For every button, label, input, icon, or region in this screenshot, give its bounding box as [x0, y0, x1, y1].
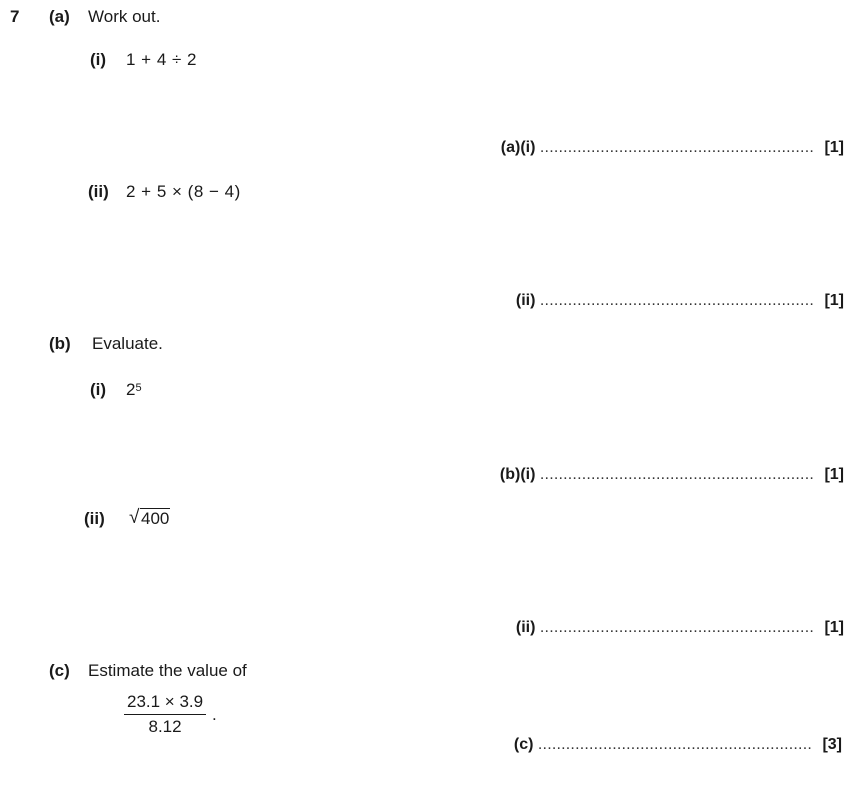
- answer-line-a-ii: [516, 291, 844, 311]
- part-a-label: (a): [49, 7, 70, 26]
- marks: [1]: [824, 619, 844, 636]
- fraction: [124, 692, 206, 737]
- part-a-i-expression: 1 + 4 ÷ 2: [126, 50, 198, 69]
- answer-line-b-i: [500, 465, 844, 485]
- power-base: 2: [126, 380, 136, 399]
- answer-line-b-ii: [516, 618, 844, 638]
- fraction-denominator: 8.12: [148, 717, 182, 736]
- fraction-trailing-period: .: [212, 705, 217, 724]
- answer-label: (b)(i): [499, 466, 536, 483]
- part-b-label: (b): [49, 334, 71, 353]
- question-number: 7: [10, 7, 20, 26]
- answer-label: (a)(i): [500, 139, 536, 156]
- answer-label: (c): [513, 736, 534, 753]
- part-a-ii-label: (ii): [88, 182, 109, 201]
- part-b-i-label: (i): [90, 380, 107, 399]
- square-root: [129, 509, 170, 529]
- answer-space[interactable]: ...........................................................: [537, 736, 812, 753]
- part-a-i-label: (i): [90, 50, 107, 69]
- marks: [1]: [824, 466, 844, 483]
- part-b-ii-expression: [129, 509, 170, 529]
- radical-sign: √: [129, 507, 140, 528]
- part-b-i-expression: [126, 380, 142, 400]
- answer-space[interactable]: ...........................................................: [539, 619, 814, 636]
- part-c-label: (c): [49, 661, 70, 680]
- part-a-ii-expression: 2 + 5 × (8 − 4): [126, 182, 241, 201]
- answer-line-c: [514, 735, 842, 755]
- answer-label: (ii): [515, 619, 536, 636]
- answer-line-a-i: [501, 138, 844, 158]
- part-a-instruction: Work out.: [88, 7, 161, 26]
- part-c-instruction: Estimate the value of: [88, 661, 247, 680]
- marks: [3]: [822, 736, 842, 753]
- radicand: 400: [141, 509, 170, 528]
- fraction-numerator: 23.1 × 3.9: [124, 692, 206, 715]
- marks: [1]: [824, 139, 844, 156]
- answer-space[interactable]: ...........................................................: [539, 466, 814, 483]
- marks: [1]: [824, 292, 844, 309]
- part-b-instruction: Evaluate.: [92, 334, 163, 353]
- power-exponent: 5: [135, 382, 142, 394]
- answer-space[interactable]: ...........................................................: [539, 139, 814, 156]
- part-b-ii-label: (ii): [84, 509, 105, 528]
- answer-space[interactable]: ...........................................................: [539, 292, 814, 309]
- answer-label: (ii): [515, 292, 536, 309]
